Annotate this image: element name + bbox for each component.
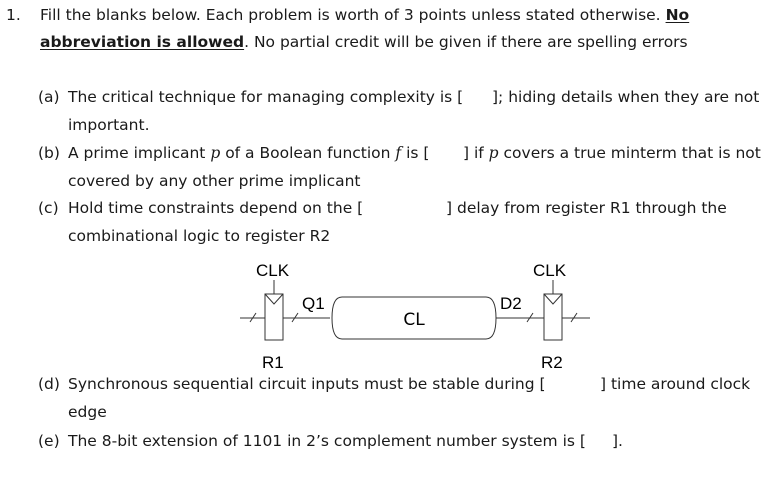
part-a-text-2: ]; hiding details when they are not bbox=[492, 88, 760, 106]
part-b-seg-2: of a Boolean function bbox=[220, 144, 396, 162]
intro-text-rest: . No partial credit will be given if there are spelling errors bbox=[244, 33, 688, 51]
part-b-seg-4: ] if bbox=[463, 144, 489, 162]
register-r2 bbox=[544, 294, 562, 340]
part-b-var-p: p bbox=[210, 144, 221, 162]
intro-emphasis-no: No bbox=[665, 6, 690, 24]
clk-left-label: CLK bbox=[256, 261, 290, 280]
part-d-text-2: ] time around clock bbox=[600, 375, 751, 393]
register-r1 bbox=[265, 294, 283, 340]
part-d-text-1: Synchronous sequential circuit inputs must be stable during [ bbox=[68, 375, 546, 393]
part-a-label: (a) bbox=[38, 88, 60, 106]
problem-number: 1. bbox=[6, 6, 21, 24]
part-b-var-p2: p bbox=[488, 144, 499, 162]
combinational-logic-label: CL bbox=[403, 310, 425, 330]
part-b-seg-3: is [ bbox=[401, 144, 430, 162]
part-b-seg-1: A prime implicant bbox=[68, 144, 211, 162]
r1-clock-triangle bbox=[265, 294, 283, 304]
part-b-var-f: f bbox=[395, 144, 402, 162]
part-c-text-1: Hold time constraints depend on the [ bbox=[68, 199, 364, 217]
part-c-text-2: ] delay from register R1 through the bbox=[446, 199, 727, 217]
q1-label: Q1 bbox=[302, 294, 325, 313]
r1-label: R1 bbox=[262, 353, 284, 372]
r2-label: R2 bbox=[541, 353, 563, 372]
clk-right-label: CLK bbox=[533, 261, 567, 280]
part-a-text-1: The critical technique for managing complexity is [ bbox=[68, 88, 464, 106]
part-a-text-3: important. bbox=[68, 116, 150, 134]
part-d-text-3: edge bbox=[68, 403, 107, 421]
part-b-text-3: covered by any other prime implicant bbox=[68, 172, 361, 190]
part-b-seg-5: covers a true minterm that is not bbox=[498, 144, 761, 162]
d2-label: D2 bbox=[500, 294, 522, 313]
part-c-label: (c) bbox=[38, 199, 59, 217]
r2-clock-triangle bbox=[544, 294, 562, 304]
intro-text: Fill the blanks below. Each problem is worth of 3 points unless stated otherwise. bbox=[40, 6, 661, 24]
part-e-label: (e) bbox=[38, 432, 60, 450]
part-e-text-2: ]. bbox=[612, 432, 623, 450]
part-e-text-1: The 8-bit extension of 1101 in 2’s complement number system is [ bbox=[68, 432, 586, 450]
part-d-label: (d) bbox=[38, 375, 60, 393]
part-b-label: (b) bbox=[38, 144, 60, 162]
intro-emphasis-abbreviation: abbreviation is allowed bbox=[40, 33, 245, 51]
part-c-text-3: combinational logic to register R2 bbox=[68, 227, 331, 245]
